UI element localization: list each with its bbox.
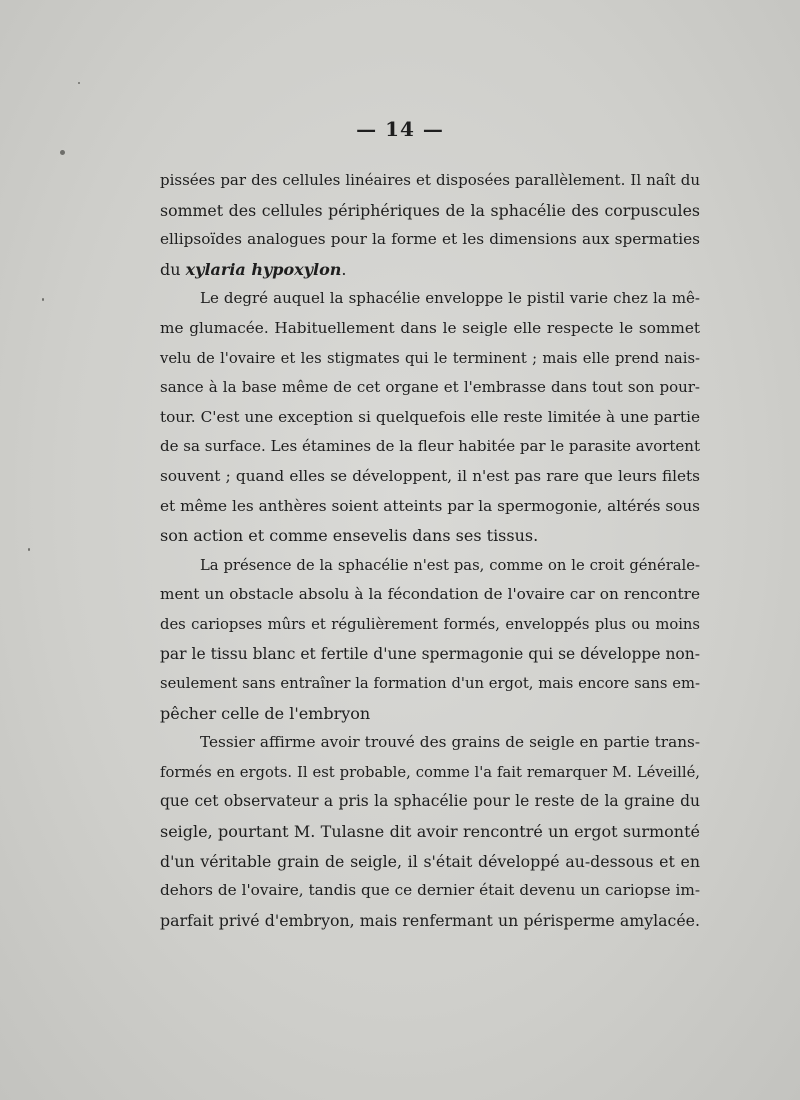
text-line: seulement sans entraîner la formation d'un ergot, mais encore sans em-: [160, 675, 700, 693]
body-text: [160, 166, 700, 935]
text-line: [160, 255, 700, 285]
text-line: me glumacée. Habituellement dans le seigle elle respecte le sommet: [160, 318, 700, 337]
text-line: dehors de l'ovaire, tandis que ce dernier était devenu un cariopse im-: [160, 881, 700, 900]
text-line: sance à la base même de cet organe et l'embrasse dans tout son pour-: [160, 378, 700, 397]
paper-speck: [28, 548, 30, 551]
text-line: d'un véritable grain de seigle, il s'était développé au-dessous et en: [160, 851, 700, 871]
text-line: Le degré auquel la sphacélie enveloppe le pistil varie chez la mê-: [200, 289, 700, 308]
species-name: xylaria hypoxylon: [185, 259, 342, 279]
text-line: La présence de la sphacélie n'est pas, comme on le croit générale-: [200, 556, 700, 574]
text-line: parfait privé d'embryon, mais renfermant un périsperme amylacée.: [160, 910, 700, 930]
paper-speck: [42, 298, 44, 301]
text-line: souvent ; quand elles se développent, il n'est pas rare que leurs filets: [160, 466, 700, 485]
text-line: ment un obstacle absolu à la fécondation de l'ovaire car on rencontre: [160, 585, 700, 604]
text-line: velu de l'ovaire et les stigmates qui le terminent ; mais elle prend nais-: [160, 349, 700, 367]
text-segment: .: [341, 259, 347, 279]
text-line: ellipsoïdes analogues pour la forme et les dimensions aux spermaties: [160, 230, 700, 249]
text-line: Tessier affirme avoir trouvé des grains de seigle en partie trans-: [200, 733, 700, 752]
text-segment: du: [160, 259, 186, 279]
text-line: seigle, pourtant M. Tulasne dit avoir rencontré un ergot surmonté: [160, 822, 700, 842]
page-number: — 14 —: [356, 117, 444, 141]
text-line: pissées par des cellules linéaires et disposées parallèlement. Il naît du: [160, 171, 700, 189]
paper-speck: [78, 82, 80, 84]
text-line: pêcher celle de l'embryon: [160, 703, 371, 723]
text-line: et même les anthères soient atteints par la spermogonie, altérés sous: [160, 496, 700, 515]
text-line: sommet des cellules périphériques de la sphacélie des corpuscules: [160, 200, 700, 220]
text-line: tour. C'est une exception si quelquefois elle reste limitée à une partie: [160, 407, 700, 426]
text-line: formés en ergots. Il est probable, comme l'a fait remarquer M. Léveillé,: [160, 763, 700, 781]
paper-speck: [60, 150, 65, 155]
text-line: que cet observateur a pris la sphacélie pour le reste de la graine du: [160, 792, 700, 811]
text-line: de sa surface. Les étamines de la fleur habitée par le parasite avortent: [160, 437, 700, 456]
text-line: des cariopses mûrs et régulièrement formés, enveloppés plus ou moins: [160, 615, 700, 633]
text-line: par le tissu blanc et fertile d'une spermagonie qui se développe non-: [160, 644, 700, 663]
text-line: son action et comme ensevelis dans ses tissus.: [160, 526, 539, 546]
